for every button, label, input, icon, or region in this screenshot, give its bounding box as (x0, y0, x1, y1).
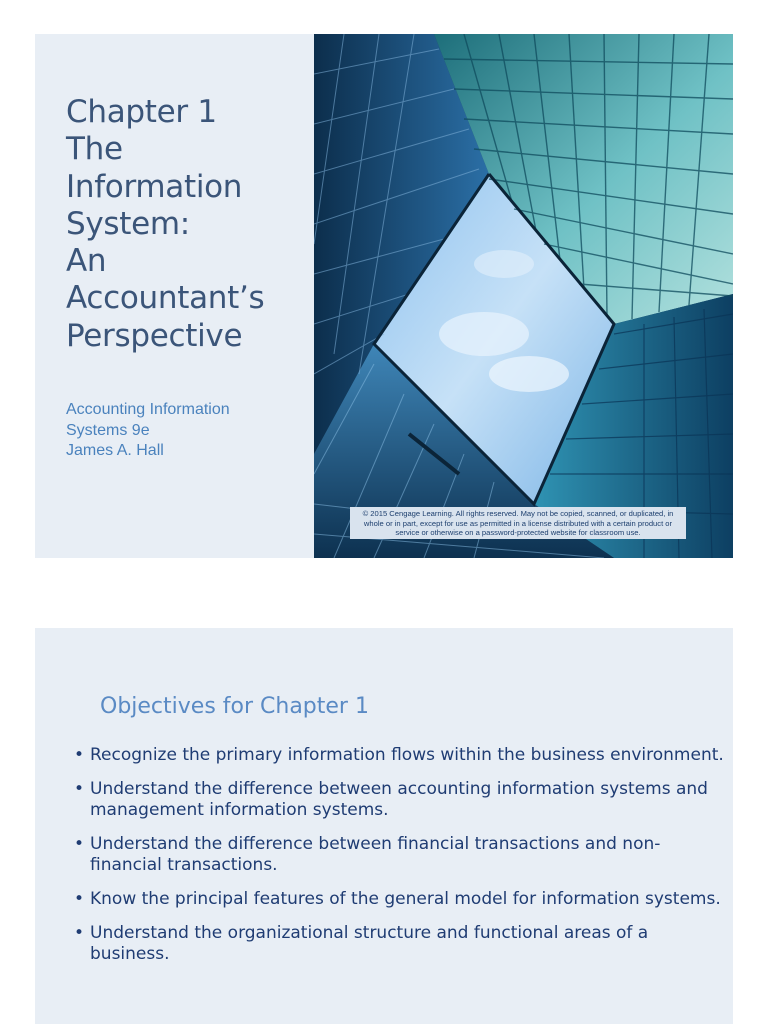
copyright-line: © 2015 Cengage Learning. All rights reserved. May not be copied, scanned, or duplicated, in (362, 509, 674, 518)
objective-item (74, 889, 724, 910)
bullet-icon: • (74, 745, 85, 765)
title-line: Accountant’s (66, 280, 265, 317)
objectives-slide (35, 628, 733, 1024)
bullet-icon: • (74, 834, 85, 854)
title-panel (35, 34, 314, 558)
title-line: Perspective (66, 317, 243, 354)
subtitle-line: Systems 9e (66, 421, 150, 439)
objective-item (74, 779, 724, 821)
title-line: An (66, 243, 107, 280)
objective-text: Recognize the primary information flows within the business environment. (90, 745, 724, 765)
objectives-heading: Objectives for Chapter 1 (100, 694, 369, 719)
title-line: Information (66, 168, 243, 205)
subtitle-line: Accounting Information (66, 401, 230, 418)
bullet-icon: • (74, 923, 85, 943)
copyright-notice (350, 507, 686, 539)
bullet-icon: • (74, 779, 85, 799)
building-sky-illustration (314, 34, 733, 558)
slide-subtitle (66, 400, 311, 462)
title-line: Chapter 1 (66, 94, 217, 130)
copyright-line: service or otherwise on a password-protected website for classroom use. (395, 528, 641, 538)
copyright-line: whole or in part, except for use as permitted in a license distributed with a certain product or (363, 518, 673, 528)
title-line: System: (66, 205, 190, 242)
objective-item (74, 834, 724, 876)
objective-text: Know the principal features of the general model for information systems. (90, 889, 721, 909)
objective-text: Understand the difference between financial transactions and non-financial transactions. (90, 834, 661, 875)
objectives-list (74, 745, 724, 978)
objective-text: Understand the difference between accounting information systems and management information systems. (90, 779, 708, 820)
objective-item (74, 923, 724, 965)
objective-text: Understand the organizational structure and functional areas of a business. (90, 923, 649, 964)
objective-item (74, 745, 724, 766)
subtitle-line: James A. Hall (66, 442, 164, 460)
bullet-icon: • (74, 889, 85, 909)
slide-title (66, 94, 311, 355)
building-sky-photo (314, 34, 733, 558)
title-slide (35, 34, 733, 558)
title-line: The (66, 131, 123, 168)
